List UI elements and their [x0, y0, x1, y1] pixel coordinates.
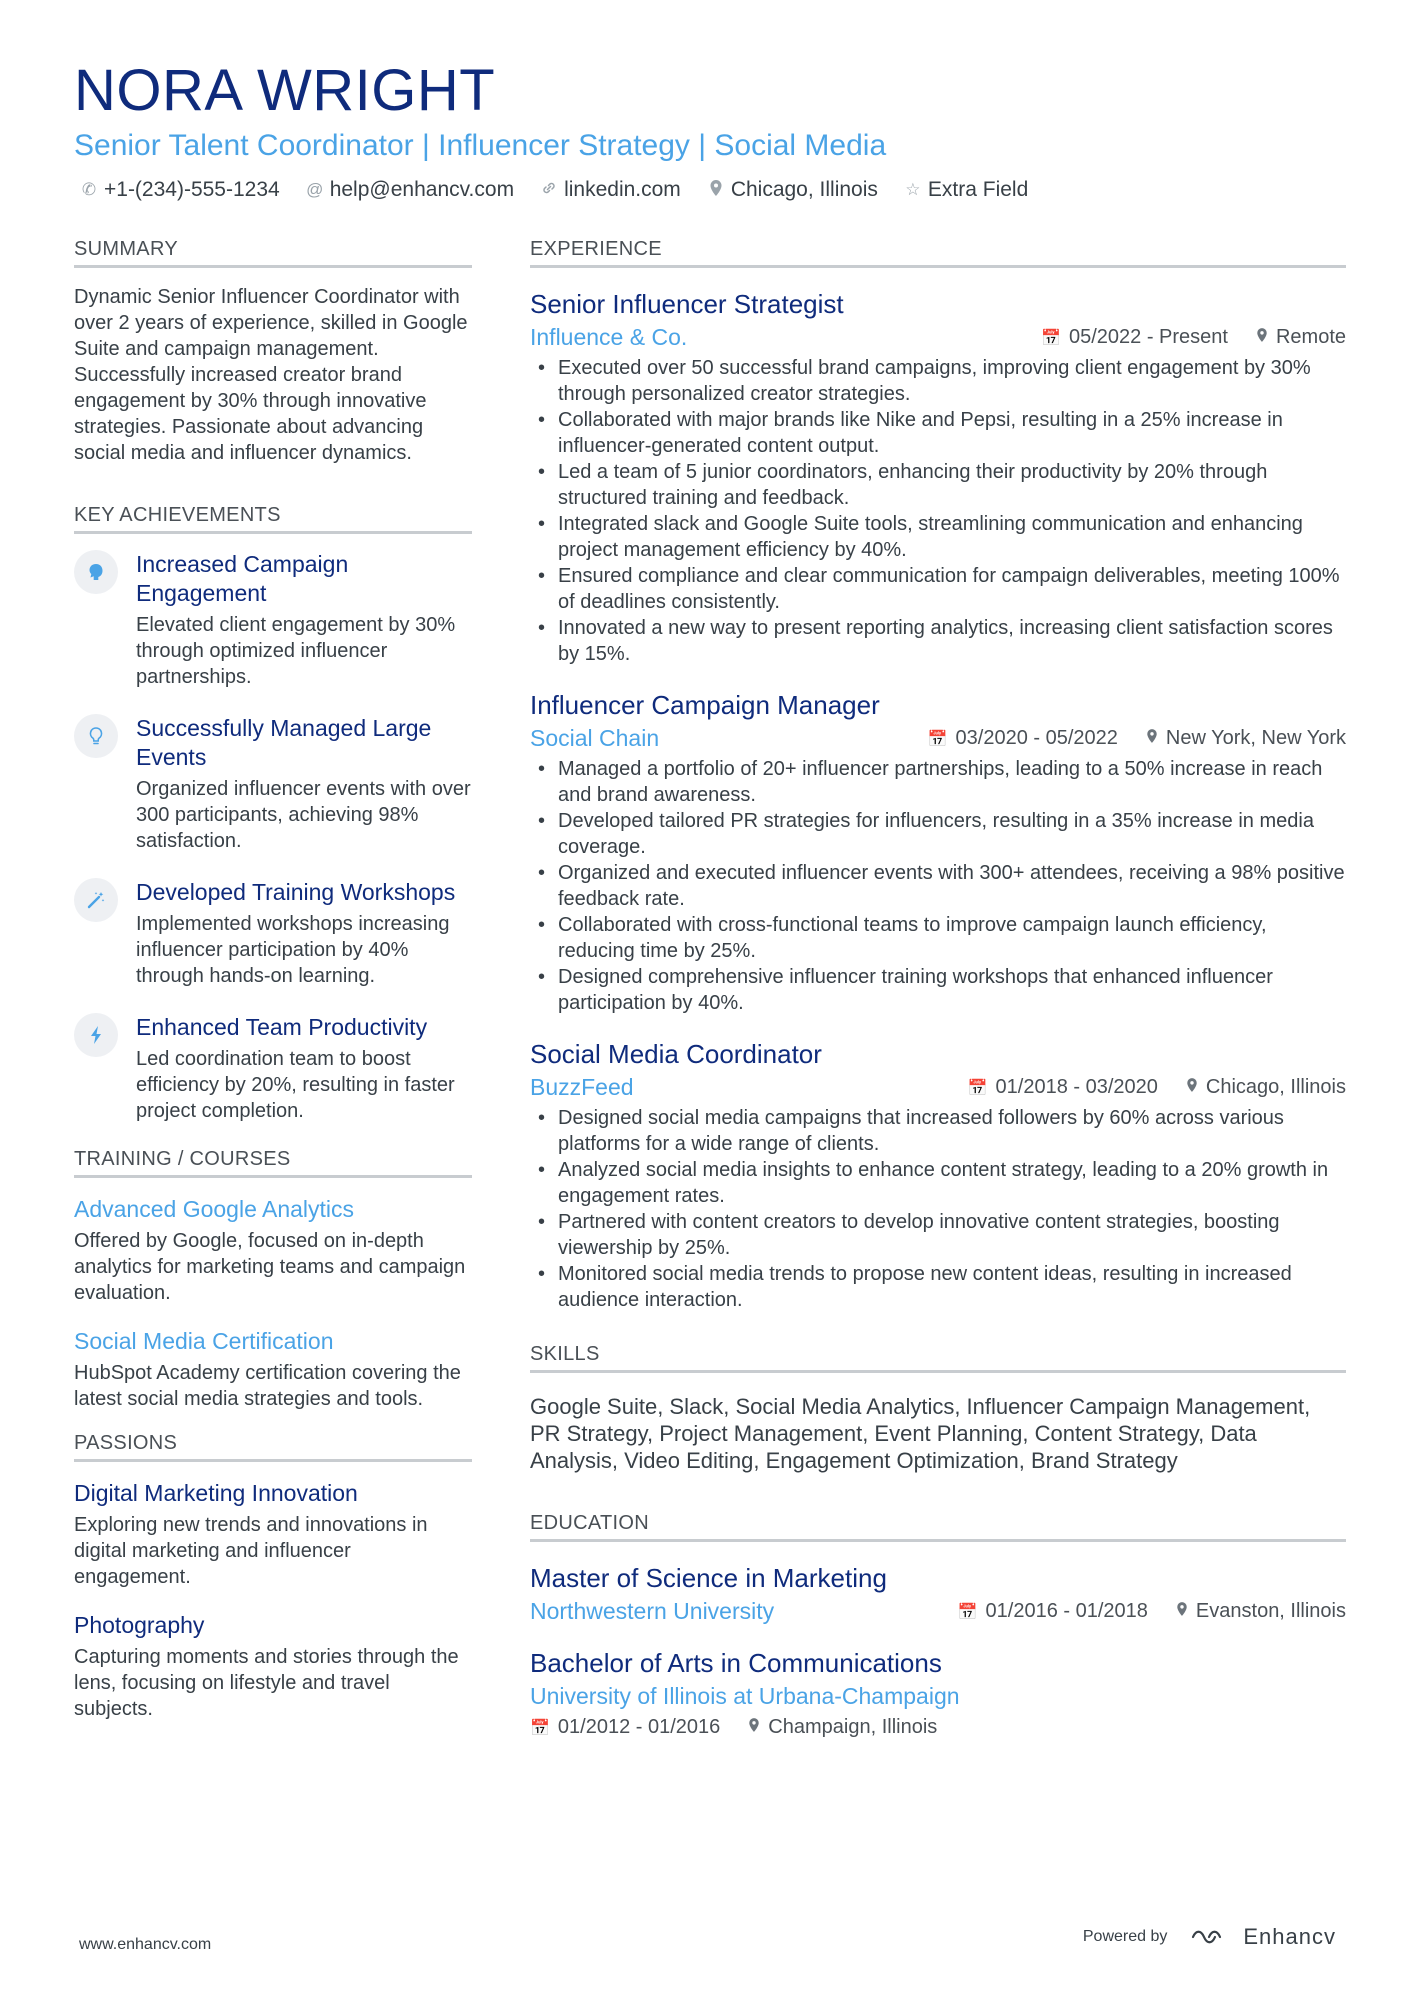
achievement-desc: Led coordination team to boost efficiency by 20%, resulting in faster project completion.	[136, 1048, 455, 1122]
achievement-desc: Elevated client engagement by 30% through optimized influencer partnerships.	[136, 614, 456, 688]
candidate-headline: Senior Talent Coordinator | Influencer Strategy | Social Media	[74, 129, 887, 162]
skills-text: Google Suite, Slack, Social Media Analytics, Influencer Campaign Management, PR Strategy, Project Management, Event Planning, Content Strategy, Data Analysis, Video Editing, Engagement Optimization, Brand Strategy	[530, 1394, 1311, 1473]
job-bullet: • Managed a portfolio of 20+ influencer partnerships, leading to a 50% increase in reach and brand awareness.	[530, 756, 1346, 808]
contact-email-text: help@enhancv.com	[329, 178, 515, 201]
education-section	[530, 1512, 1346, 1739]
job-title: Social Media Coordinator	[530, 1039, 822, 1069]
achievement-item	[74, 1013, 472, 1124]
experience-section	[530, 238, 1346, 1313]
powered-by-text: Powered by	[1082, 1928, 1168, 1945]
contact-extra-text: Extra Field	[927, 178, 1029, 201]
achievements-section	[74, 504, 472, 1124]
location-icon	[1176, 1601, 1188, 1622]
contact-linkedin-text: linkedin.com	[564, 178, 681, 201]
job-location: Remote	[1275, 326, 1346, 348]
job-bullet: • Designed comprehensive influencer training workshops that enhanced influencer participation by 40%.	[530, 964, 1346, 1016]
footer-branding	[1083, 1924, 1336, 1950]
link-icon	[540, 180, 558, 201]
job-bullet: • Analyzed social media insights to enhance content strategy, leading to a 20% growth in engagement rates.	[530, 1157, 1346, 1209]
job-bullet: • Collaborated with cross-functional teams to improve campaign launch efficiency, reducing time by 25%.	[530, 912, 1346, 964]
passion-title: Photography	[74, 1612, 205, 1638]
achievement-item	[74, 550, 472, 690]
enhancv-logo-icon	[1189, 1925, 1235, 1949]
phone-icon: ✆	[81, 180, 97, 199]
contact-phone[interactable]	[80, 178, 280, 202]
location-icon	[1146, 728, 1158, 749]
training-desc: HubSpot Academy certification covering the latest social media strategies and tools.	[74, 1362, 461, 1410]
education-location: Evanston, Illinois	[1195, 1600, 1346, 1622]
passions-section	[74, 1432, 472, 1722]
job-bullets	[530, 355, 1346, 667]
education-location: Champaign, Illinois	[768, 1716, 938, 1738]
achievement-item	[74, 878, 472, 989]
left-column	[74, 238, 472, 1760]
magic-wand-icon	[74, 878, 118, 922]
education-school: Northwestern University	[530, 1598, 775, 1624]
job-entry	[530, 1038, 1346, 1313]
at-icon: @	[306, 180, 324, 199]
contact-extra	[904, 178, 1028, 202]
summary-heading: SUMMARY	[74, 238, 472, 268]
calendar-icon: 📅	[957, 1603, 978, 1621]
education-degree: Master of Science in Marketing	[530, 1563, 887, 1593]
achievements-heading: KEY ACHIEVEMENTS	[74, 504, 472, 534]
achievement-title: Increased Campaign Engagement	[136, 551, 349, 606]
location-icon	[1256, 327, 1268, 348]
job-company: Social Chain	[530, 725, 660, 751]
contact-phone-text: +1-(234)-555-1234	[104, 178, 280, 201]
training-heading: TRAINING / COURSES	[74, 1148, 472, 1178]
job-title: Senior Influencer Strategist	[530, 289, 844, 319]
achievement-title: Developed Training Workshops	[136, 879, 456, 905]
job-company: BuzzFeed	[530, 1074, 634, 1100]
star-icon: ☆	[905, 180, 921, 199]
experience-heading: EXPERIENCE	[530, 238, 1346, 268]
contact-location-text: Chicago, Illinois	[730, 178, 878, 201]
job-dates: 01/2018 - 03/2020	[995, 1076, 1158, 1098]
job-bullet: • Organized and executed influencer events with 300+ attendees, receiving a 98% positive feedback rate.	[530, 860, 1346, 912]
job-bullet: • Executed over 50 successful brand campaigns, improving client engagement by 30% through personalized creator strategies.	[530, 355, 1346, 407]
training-title: Advanced Google Analytics	[74, 1196, 355, 1222]
education-degree: Bachelor of Arts in Communications	[530, 1648, 942, 1678]
contact-bar	[80, 178, 1028, 202]
passion-desc: Exploring new trends and innovations in digital marketing and influencer engagement.	[74, 1514, 428, 1588]
job-bullet: • Ensured compliance and clear communication for campaign deliverables, meeting 100% of deadlines consistently.	[530, 563, 1346, 615]
calendar-icon: 📅	[967, 1079, 988, 1097]
location-icon	[1186, 1077, 1198, 1098]
job-bullet: • Integrated slack and Google Suite tools, streamlining communication and enhancing project management efficiency by 40%.	[530, 511, 1346, 563]
calendar-icon: 📅	[927, 730, 948, 748]
job-bullet: • Monitored social media trends to propose new content ideas, resulting in increased audience interaction.	[530, 1261, 1346, 1313]
job-company: Influence & Co.	[530, 324, 688, 350]
job-bullet: • Collaborated with major brands like Nike and Pepsi, resulting in a 25% increase in influencer-generated content output.	[530, 407, 1346, 459]
job-bullet: • Partnered with content creators to develop innovative content strategies, boosting viewership by 25%.	[530, 1209, 1346, 1261]
job-bullets	[530, 756, 1346, 1016]
contact-location	[707, 178, 878, 202]
education-entry	[530, 1562, 1346, 1625]
calendar-icon: 📅	[530, 1719, 550, 1737]
job-entry	[530, 689, 1346, 1016]
education-school: University of Illinois at Urbana-Champaign	[530, 1683, 960, 1709]
achievement-desc: Organized influencer events with over 300 participants, achieving 98% satisfaction.	[136, 778, 471, 852]
calendar-icon: 📅	[1041, 329, 1061, 347]
achievement-item	[74, 714, 472, 854]
education-dates: 01/2016 - 01/2018	[985, 1600, 1148, 1622]
job-dates: 05/2022 - Present	[1068, 326, 1228, 348]
passion-desc: Capturing moments and stories through the lens, focusing on lifestyle and travel subjects.	[74, 1646, 459, 1720]
lightning-icon	[74, 1013, 118, 1057]
contact-email[interactable]	[306, 178, 514, 202]
location-icon	[748, 1717, 760, 1738]
education-heading: EDUCATION	[530, 1512, 1346, 1542]
location-icon	[707, 179, 725, 202]
education-dates: 01/2012 - 01/2016	[557, 1716, 721, 1738]
training-desc: Offered by Google, focused on in-depth analytics for marketing teams and campaign evaluation.	[74, 1230, 466, 1304]
job-dates: 03/2020 - 05/2022	[955, 727, 1118, 749]
job-bullet: • Innovated a new way to present reporting analytics, increasing client satisfaction scores by 15%.	[530, 615, 1346, 667]
job-bullet: • Developed tailored PR strategies for influencers, resulting in a 35% increase in media coverage.	[530, 808, 1346, 860]
skills-heading: SKILLS	[530, 1343, 1346, 1373]
brand-logo[interactable]	[1189, 1924, 1336, 1950]
skills-section	[530, 1343, 1346, 1474]
brain-icon	[74, 550, 118, 594]
brand-name: Enhancv	[1243, 1924, 1336, 1949]
education-entry	[530, 1647, 1346, 1739]
job-entry	[530, 288, 1346, 667]
right-column	[530, 238, 1346, 1777]
job-location: Chicago, Illinois	[1205, 1076, 1346, 1098]
achievement-title: Enhanced Team Productivity	[136, 1014, 428, 1040]
training-title: Social Media Certification	[74, 1328, 334, 1354]
summary-section	[74, 238, 472, 466]
candidate-name: NORA WRIGHT	[74, 58, 496, 123]
job-bullet: • Designed social media campaigns that increased followers by 60% across various platforms for a wide range of clients.	[530, 1105, 1346, 1157]
achievement-title: Successfully Managed Large Events	[136, 715, 432, 770]
footer-website[interactable]: www.enhancv.com	[79, 1936, 212, 1953]
passion-title: Digital Marketing Innovation	[74, 1480, 358, 1506]
job-bullets	[530, 1105, 1346, 1313]
job-location: New York, New York	[1165, 727, 1346, 749]
contact-linkedin[interactable]	[540, 178, 681, 202]
achievement-desc: Implemented workshops increasing influencer participation by 40% through hands-on learning.	[136, 913, 450, 987]
lightbulb-icon	[74, 714, 118, 758]
training-section	[74, 1148, 472, 1412]
job-title: Influencer Campaign Manager	[530, 690, 880, 720]
passions-heading: PASSIONS	[74, 1432, 472, 1462]
summary-text: Dynamic Senior Influencer Coordinator with over 2 years of experience, skilled in Google Suite and campaign management. Successfully increased creator brand engagement by 30% through innovative strategies. Passionate about advancing social media and influencer dynamics.	[74, 286, 468, 464]
job-bullet: • Led a team of 5 junior coordinators, enhancing their productivity by 20% through structured training and feedback.	[530, 459, 1346, 511]
